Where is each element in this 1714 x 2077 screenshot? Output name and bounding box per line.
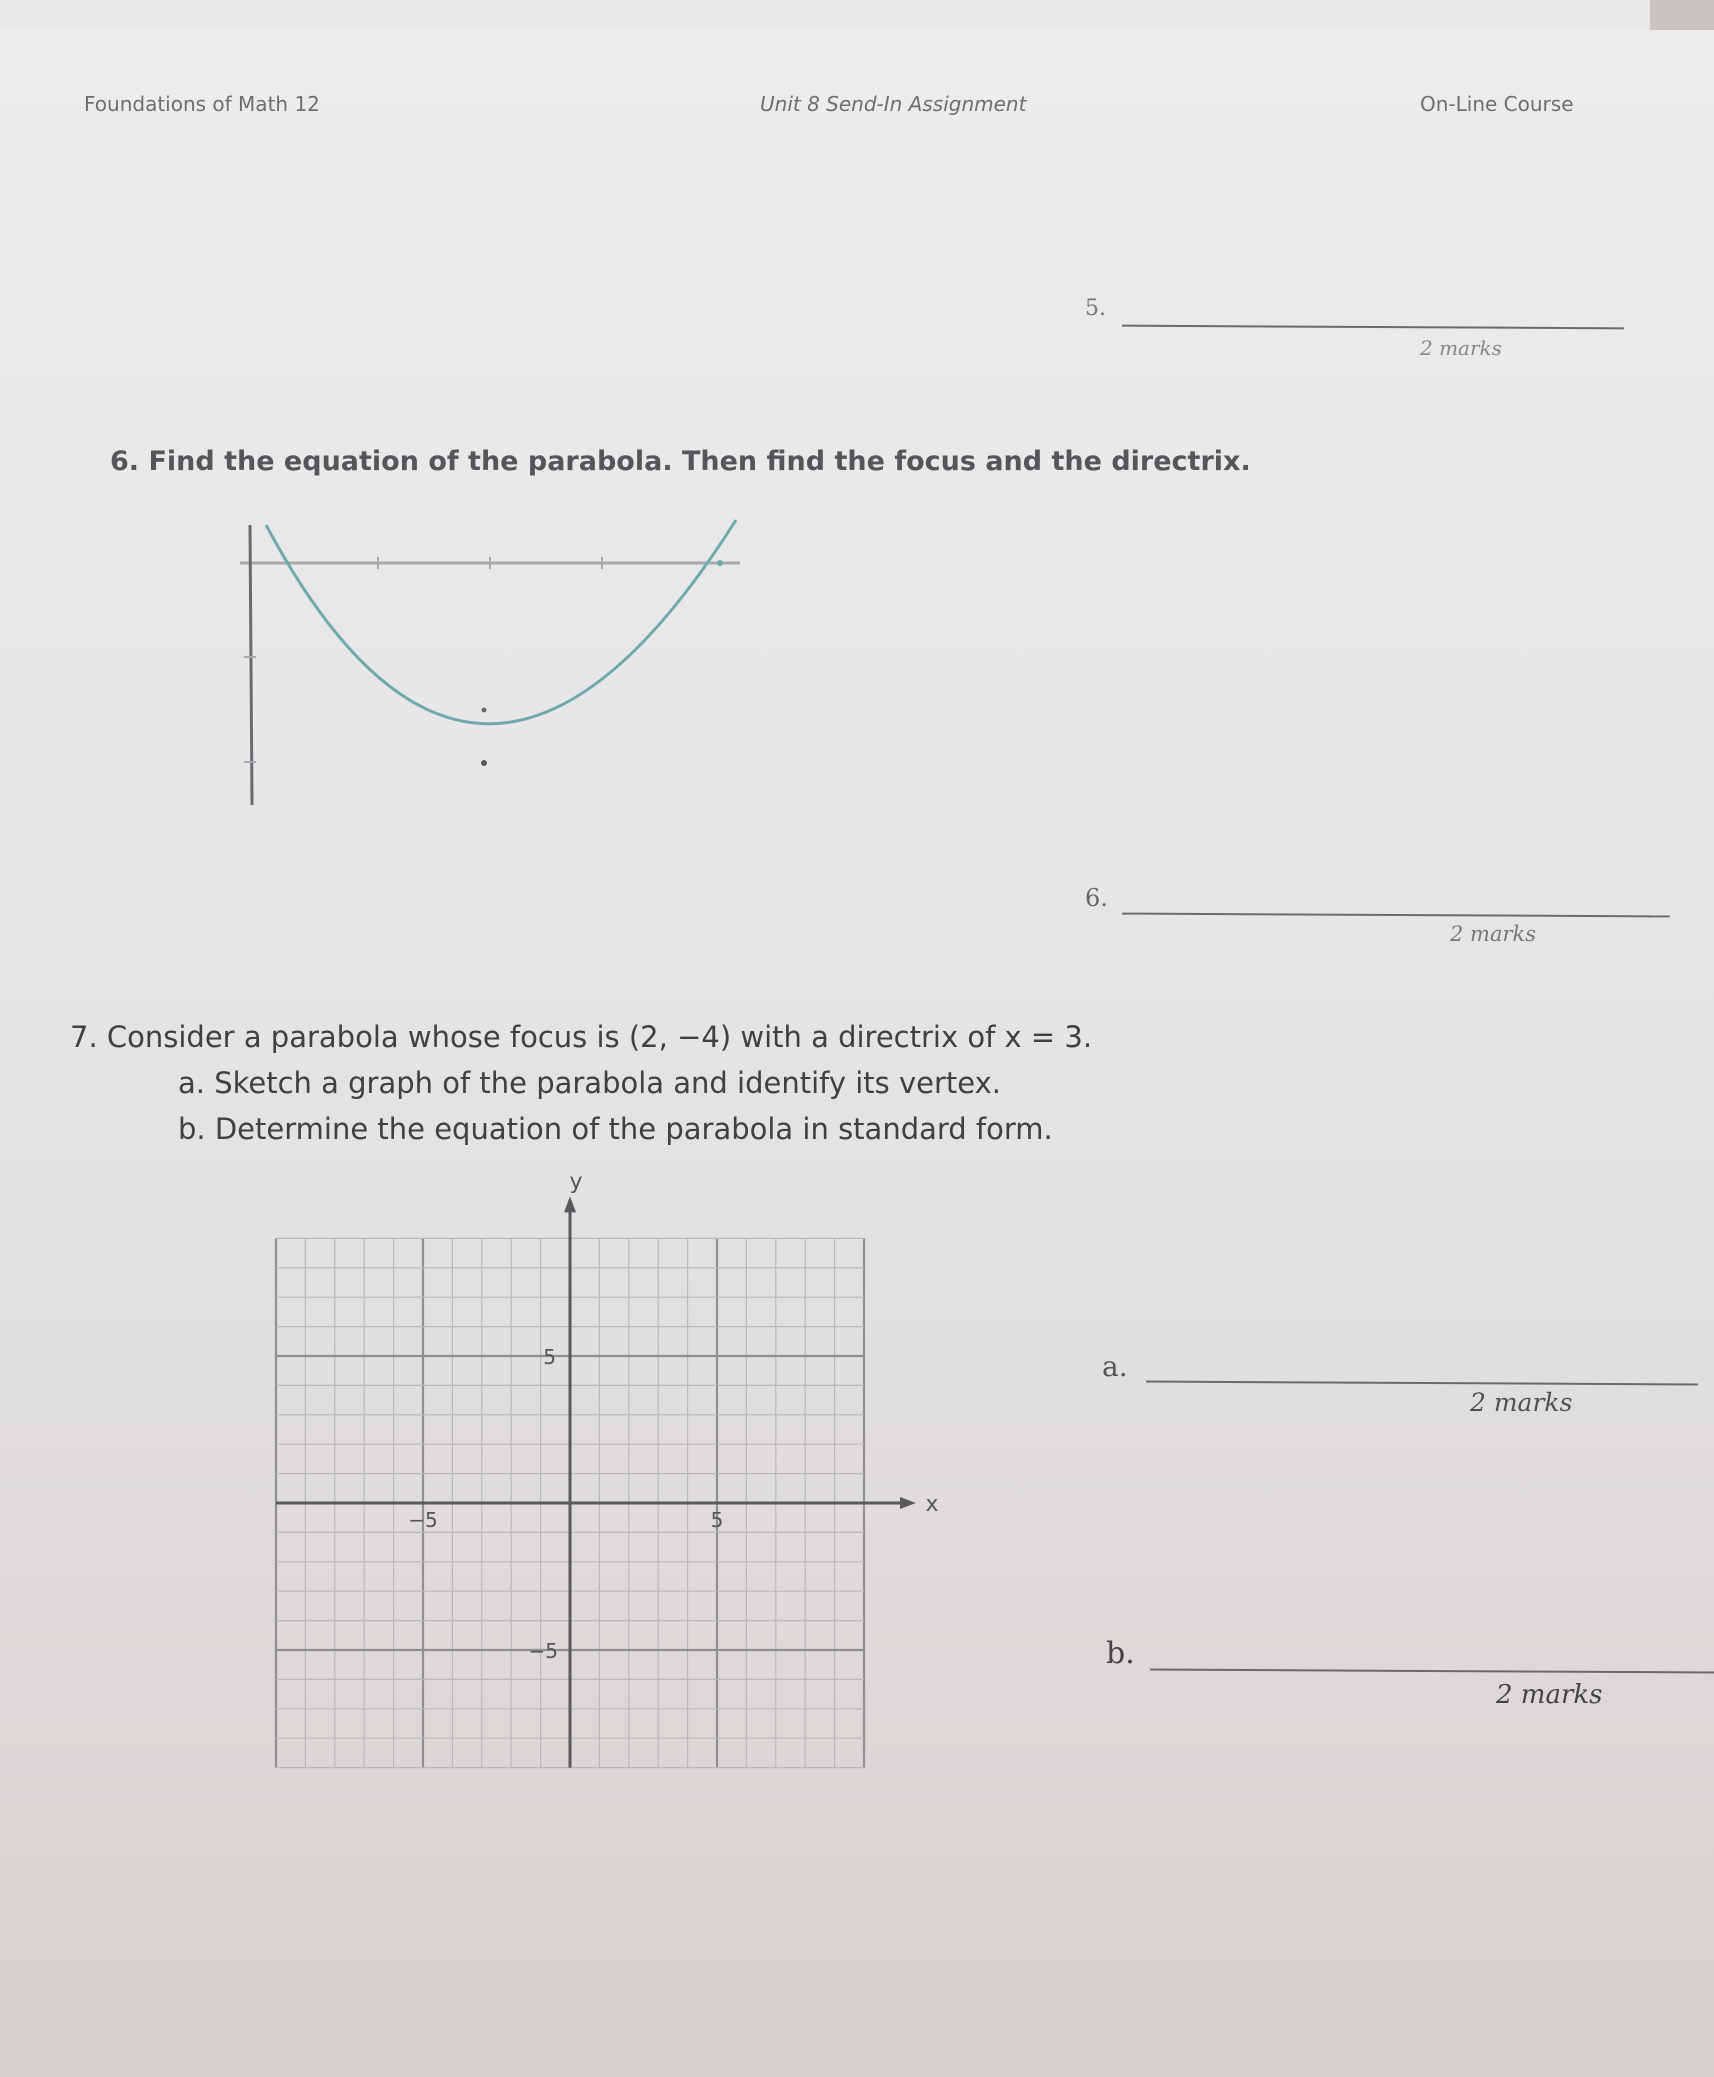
answer-5-label: 5.: [1085, 296, 1106, 321]
answer-7b-label: b.: [1106, 1636, 1135, 1671]
x-axis-label: x: [925, 1492, 939, 1517]
answer-7b-marks: 2 marks: [1496, 1680, 1603, 1710]
question-7b-text: b. Determine the equation of the parabola in standard form.: [178, 1112, 1053, 1146]
tick-label-x-5: 5: [710, 1508, 724, 1532]
answer-7a-marks: 2 marks: [1470, 1388, 1573, 1417]
question-6-text: 6. Find the equation of the parabola. Then find the focus and the directrix.: [110, 446, 1251, 477]
answer-5-marks: 2 marks: [1420, 336, 1502, 360]
question-7a-text: a. Sketch a graph of the parabola and identify its vertex.: [178, 1066, 1002, 1100]
q6-parabola-curve: [266, 520, 736, 724]
tick-label-x-neg5: −5: [408, 1508, 438, 1532]
x-axis-arrow: [900, 1497, 916, 1509]
answer-6-marks: 2 marks: [1450, 922, 1537, 946]
y-axis-label: y: [569, 1169, 583, 1195]
q6-focus-point: [482, 708, 487, 713]
header-course-type: On-Line Course: [1420, 92, 1574, 116]
header-assignment: Unit 8 Send-In Assignment: [760, 92, 1027, 116]
q6-vertex-point: [481, 760, 487, 766]
tick-label-y-neg5: −5: [528, 1639, 558, 1663]
coordinate-grid-q7[interactable]: [250, 1160, 970, 1780]
q6-endpoint: [717, 560, 723, 566]
question-7-text: 7. Consider a parabola whose focus is (2, −4) with a directrix of x = 3.: [70, 1020, 1093, 1054]
parabola-graph-q6: [230, 505, 750, 815]
answer-6-label: 6.: [1085, 884, 1108, 912]
header-course: Foundations of Math 12: [84, 92, 320, 116]
tick-label-y-5: 5: [543, 1345, 556, 1369]
answer-7a-label: a.: [1102, 1350, 1128, 1383]
y-axis-arrow: [564, 1196, 576, 1212]
